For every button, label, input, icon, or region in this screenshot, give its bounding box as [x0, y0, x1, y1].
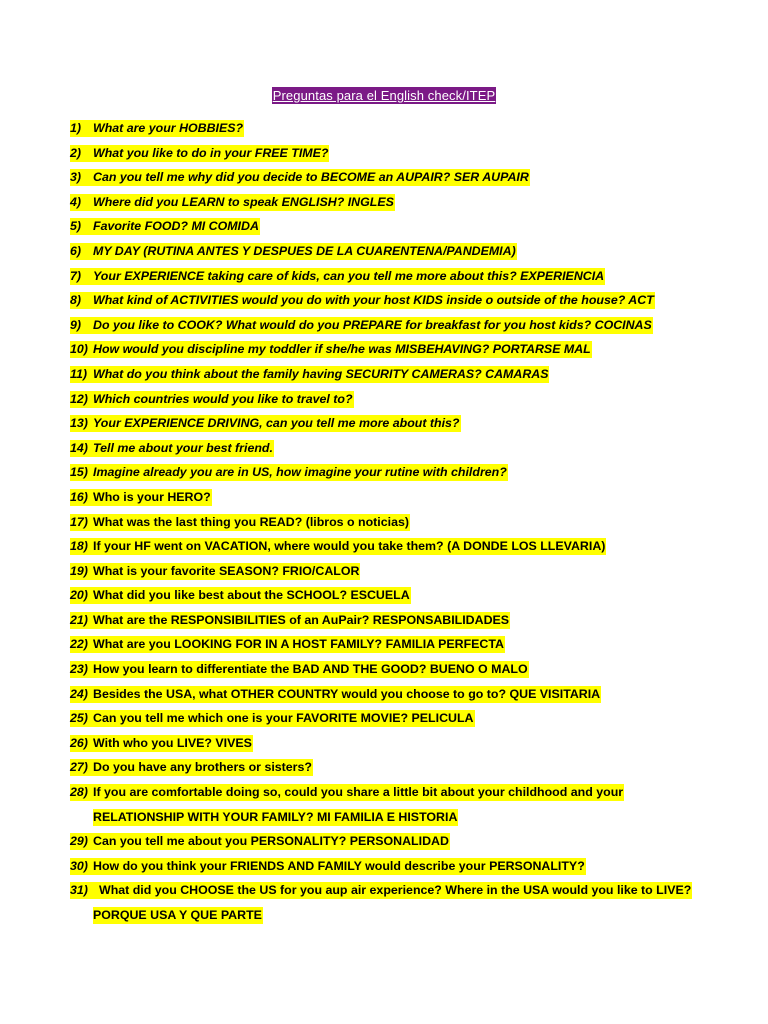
question-number: 4) [70, 194, 93, 211]
title-container [0, 87, 768, 105]
question-number: 5) [70, 218, 93, 235]
question-text: With who you LIVE? VIVES [93, 735, 252, 750]
question-number: 31) [70, 882, 99, 899]
question-text: Do you have any brothers or sisters? [93, 760, 312, 775]
question-item [70, 464, 710, 489]
question-number: 26) [70, 735, 93, 752]
question-text: How you learn to differentiate the BAD AND THE GOOD? BUENO O MALO [93, 662, 528, 677]
question-number: 11) [70, 366, 93, 383]
question-number: 23) [70, 661, 93, 678]
question-item [70, 317, 710, 342]
question-item [70, 440, 710, 465]
question-number: 20) [70, 587, 93, 604]
question-item [70, 243, 710, 268]
question-number: 3) [70, 169, 93, 186]
question-number: 14) [70, 440, 93, 457]
question-text: Besides the USA, what OTHER COUNTRY would you choose to go to? QUE VISITARIA [93, 686, 601, 701]
question-number: 17) [70, 514, 93, 531]
page-title: Preguntas para el English check/ITEP [272, 88, 496, 103]
question-continuation [70, 907, 710, 932]
question-item [70, 292, 710, 317]
question-number: 2) [70, 145, 93, 162]
question-number: 18) [70, 538, 93, 555]
question-text: What are your HOBBIES? [93, 121, 244, 135]
question-text: How would you discipline my toddler if she/he was MISBEHAVING? PORTARSE MAL [93, 342, 591, 357]
question-item [70, 636, 710, 661]
question-item [70, 391, 710, 416]
question-number: 25) [70, 710, 93, 727]
question-item [70, 784, 710, 809]
question-item [70, 366, 710, 391]
question-item [70, 145, 710, 170]
question-text: What are the RESPONSIBILITIES of an AuPair? RESPONSABILIDADES [93, 612, 510, 627]
question-item [70, 341, 710, 366]
question-item [70, 268, 710, 293]
question-text: Where did you LEARN to speak ENGLISH? INGLES [93, 194, 394, 209]
question-item [70, 858, 710, 883]
question-number: 22) [70, 636, 93, 653]
question-number: 16) [70, 489, 93, 506]
question-text: What you like to do in your FREE TIME? [93, 145, 329, 160]
question-text: Which countries would you like to travel to? [93, 391, 353, 406]
question-text: What did you CHOOSE the US for you aup air experience? Where in the USA would you like to LIVE? [99, 883, 692, 898]
question-item [70, 612, 710, 637]
question-number: 21) [70, 612, 93, 629]
question-item [70, 833, 710, 858]
question-number: 24) [70, 686, 93, 703]
question-item [70, 710, 710, 735]
question-text: How do you think your FRIENDS AND FAMILY would describe your PERSONALITY? [93, 858, 585, 873]
question-text: What did you like best about the SCHOOL? ESCUELA [93, 588, 410, 603]
question-text: Tell me about your best friend. [93, 440, 273, 455]
question-item [70, 563, 710, 588]
question-number: 30) [70, 858, 93, 875]
question-text: What do you think about the family having SECURITY CAMERAS? CAMARAS [93, 366, 549, 381]
question-number: 9) [70, 317, 93, 334]
question-number: 10) [70, 341, 93, 358]
question-number: 12) [70, 391, 93, 408]
question-number: 1) [70, 120, 93, 137]
question-text: What is your favorite SEASON? FRIO/CALOR [93, 563, 360, 578]
question-item [70, 415, 710, 440]
question-item [70, 661, 710, 686]
question-text: Can you tell me about you PERSONALITY? PERSONALIDAD [93, 834, 449, 849]
question-item [70, 218, 710, 243]
question-text: Do you like to COOK? What would do you PREPARE for breakfast for you host kids? COCINAS [93, 317, 652, 332]
question-item [70, 120, 710, 145]
question-text: Can you tell me why did you decide to BECOME an AUPAIR? SER AUPAIR [93, 170, 529, 185]
question-number: 15) [70, 464, 93, 481]
question-item [70, 169, 710, 194]
question-text: If you are comfortable doing so, could you share a little bit about your childhood and your [93, 785, 624, 800]
question-number: 29) [70, 833, 93, 850]
question-item [70, 194, 710, 219]
question-item [70, 882, 710, 907]
question-number: 7) [70, 268, 93, 285]
question-text: What are you LOOKING FOR IN A HOST FAMILY? FAMILIA PERFECTA [93, 637, 504, 652]
question-item [70, 587, 710, 612]
question-number: 27) [70, 759, 93, 776]
question-text: Imagine already you are in US, how imagine your rutine with children? [93, 465, 507, 480]
question-text: Favorite FOOD? MI COMIDA [93, 219, 259, 234]
question-number: 13) [70, 415, 93, 432]
question-continuation-text: PORQUE USA Y QUE PARTE [93, 908, 262, 922]
question-item [70, 686, 710, 711]
question-text: What was the last thing you READ? (libros o noticias) [93, 514, 409, 529]
question-text: What kind of ACTIVITIES would you do with your host KIDS inside o outside of the house? ACT [93, 293, 654, 308]
question-continuation [70, 809, 710, 834]
question-item [70, 735, 710, 760]
question-text: If your HF went on VACATION, where would you take them? (A DONDE LOS LLEVARIA) [93, 539, 606, 554]
question-item [70, 538, 710, 563]
question-list [70, 120, 710, 932]
question-number: 19) [70, 563, 93, 580]
question-number: 28) [70, 784, 93, 801]
question-text: MY DAY (RUTINA ANTES Y DESPUES DE LA CUARENTENA/PANDEMIA) [93, 243, 516, 258]
question-text: Your EXPERIENCE DRIVING, can you tell me more about this? [93, 416, 460, 431]
question-text: Your EXPERIENCE taking care of kids, can you tell me more about this? EXPERIENCIA [93, 268, 605, 283]
question-continuation-text: RELATIONSHIP WITH YOUR FAMILY? MI FAMILIA E HISTORIA [93, 809, 458, 824]
question-item [70, 514, 710, 539]
question-number: 8) [70, 292, 93, 309]
question-item [70, 759, 710, 784]
question-item [70, 489, 710, 514]
question-number: 6) [70, 243, 93, 260]
question-text: Who is your HERO? [93, 489, 211, 504]
question-text: Can you tell me which one is your FAVORITE MOVIE? PELICULA [93, 711, 474, 726]
